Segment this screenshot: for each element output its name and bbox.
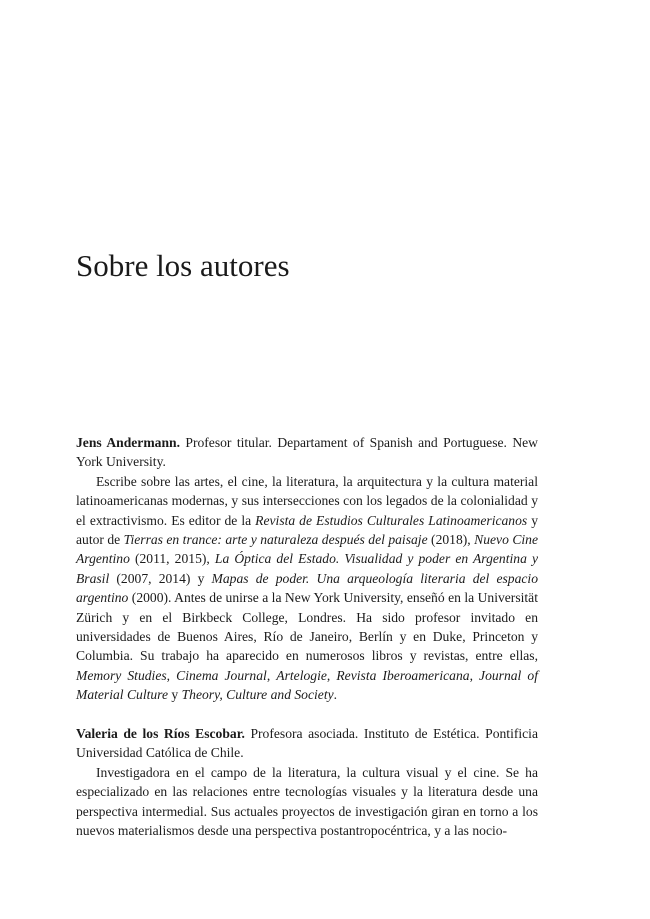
italic-title: Artelogie [276,667,327,683]
italic-title: Revista Iberoamericana [336,667,470,683]
bio-text-run: . [333,687,338,703]
author-affiliation: Profesora asociada. Instituto de Estética. Pontificia Universidad Católica de Chile. [76,726,538,761]
italic-title: Mapas de poder. Una arqueología literaria del espacio argentino [76,570,538,606]
page-title: Sobre los autores [76,248,290,283]
author-bio [76,724,538,840]
author-heading [76,433,538,472]
author-heading [76,724,538,763]
italic-title: Theory, Culture and Society [181,687,334,703]
italic-title: Cinema Journal [176,667,267,683]
bio-text-run: (2011, 2015), [129,551,215,567]
author-affiliation: Profesor titular. Departament of Spanish and Portuguese. New York University. [76,435,538,470]
italic-title: Tierras en trance: arte y naturaleza después del paisaje [123,532,428,548]
italic-title: La Óptica del Estado. Visualidad y poder en Argentina y Brasil [76,551,538,586]
italic-title: Memory Studies [76,667,167,683]
bio-text-run: Investigadora en el campo de la literatura, la cultura visual y el cine. Se ha especializado en las relaciones entre tecnologías visuales y la literatura desde una perspectiva intermedial. Sus actuales proyectos de investigación giran en torno a los nuevos materialismos desde una perspectiva postantropocéntrica, y a las nocio- [76,764,538,839]
italic-title: Journal of Material Culture [76,667,538,703]
bio-text-run: (2000). Antes de unirse a la New York University, enseñó en la Universität Zürich y en el Birkbeck College, Londres. Ha sido profesor invitado en universidades de Buenos Aires, Río de Janeiro, Berlín y en Duke, Princeton y Columbia. Su trabajo ha aparecido en numerosos libros y revistas, entre ellas, [76,590,538,664]
bio-text-run: , [469,667,480,683]
author-name: Jens Andermann. [76,435,180,450]
bio-text-run: , [166,667,177,683]
italic-title: Revista de Estudios Culturales Latinoamericanos [255,512,528,528]
bio-text-run: , [326,667,337,683]
italic-title: Nuevo Cine Argentino [76,532,539,567]
bio-text-run: (2007, 2014) y [109,570,212,586]
author-bio-text [76,472,538,705]
bio-text-run: y [168,687,182,703]
bio-text-run: (2018), [427,532,475,548]
bio-text-run: Escribe sobre las artes, el cine, la literatura, la arquitectura y la cultura material latinoamericanas modernas, y sus intersecciones con los legados de la colonialidad y el extractivismo. Es editor de la [76,473,538,528]
bio-text-run: , [266,667,277,683]
author-bio [76,433,538,705]
author-bios [76,433,538,860]
bio-text-run: y autor de [76,512,539,548]
author-bio-text [76,763,538,841]
author-name: Valeria de los Ríos Escobar. [76,726,245,742]
